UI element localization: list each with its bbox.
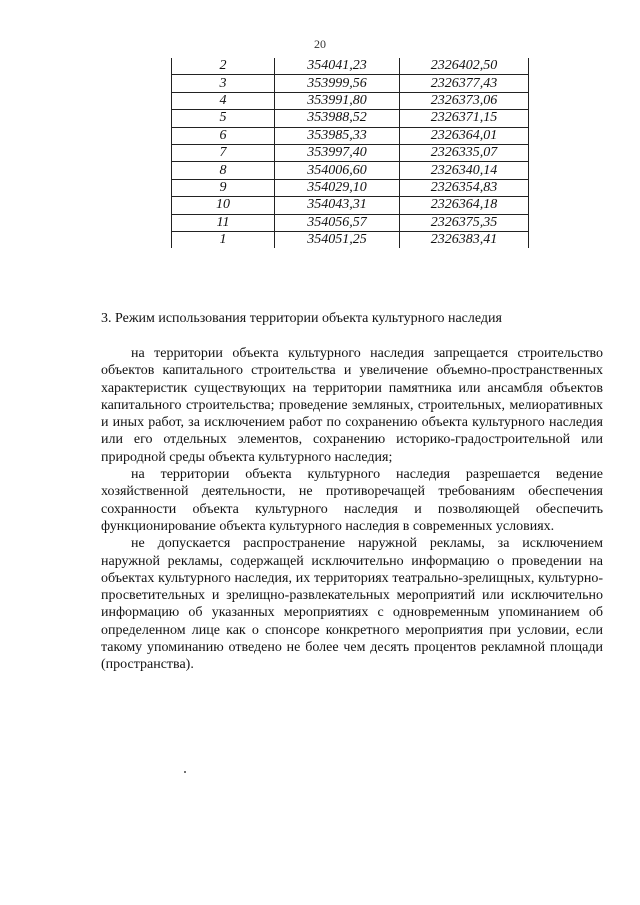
table-row (172, 214, 529, 231)
paragraph: не допускается распространение наружной рекламы, за исключением наружной рекламы, содержащей исключительно информацию о проведении на объектах культурного наследия, их территориях театрально-зрелищных, культурно-просветительных и зрелищно-развлекательных мероприятий или исключительно информацию об указанных мероприятиях с одновременным упоминанием об определенном лице как о спонсоре конкретного мероприятия при условии, если такому упоминанию отведено не более чем десять процентов рекламной площади (пространства). (101, 536, 603, 673)
point-number-cell: 3 (172, 75, 275, 92)
y-coordinate-cell: 2326335,07 (400, 144, 529, 161)
x-coordinate-cell: 353999,56 (275, 75, 400, 92)
table-row (172, 127, 529, 144)
table-row (172, 162, 529, 179)
point-number-cell: 11 (172, 214, 275, 231)
x-coordinate-cell: 354051,25 (275, 231, 400, 248)
point-number-cell: 4 (172, 92, 275, 109)
paragraph: на территории объекта культурного наследия запрещается строительство объектов капитального строительства и увеличение объемно-пространственных характеристик существующих на территории памятника или ансамбля объектов капитального строительства; проведение земляных, строительных, мелиоративных и иных работ, за исключением работ по сохранению объекта культурного наследия или его отдельных элементов, сохранению историко-градостроительной или природной среды объекта культурного наследия; (101, 346, 603, 465)
section-heading: 3. Режим использования территории объекта культурного наследия (101, 311, 502, 326)
x-coordinate-cell: 353985,33 (275, 127, 400, 144)
point-number-cell: 5 (172, 110, 275, 127)
y-coordinate-cell: 2326375,35 (400, 214, 529, 231)
point-number-cell: 9 (172, 179, 275, 196)
table-row (172, 75, 529, 92)
y-coordinate-cell: 2326402,50 (400, 58, 529, 75)
y-coordinate-cell: 2326373,06 (400, 92, 529, 109)
x-coordinate-cell: 354029,10 (275, 179, 400, 196)
y-coordinate-cell: 2326364,18 (400, 197, 529, 214)
coordinates-table-body (172, 58, 529, 248)
page-number: 20 (314, 37, 326, 51)
x-coordinate-cell: 354041,23 (275, 58, 400, 75)
x-coordinate-cell: 354006,60 (275, 162, 400, 179)
point-number-cell: 7 (172, 144, 275, 161)
y-coordinate-cell: 2326364,01 (400, 127, 529, 144)
table-row (172, 110, 529, 127)
point-number-cell: 10 (172, 197, 275, 214)
coordinates-table (171, 58, 529, 248)
y-coordinate-cell: 2326377,43 (400, 75, 529, 92)
table-row (172, 144, 529, 161)
x-coordinate-cell: 353991,80 (275, 92, 400, 109)
table-row (172, 197, 529, 214)
point-number-cell: 8 (172, 162, 275, 179)
table-row (172, 58, 529, 75)
table-row (172, 179, 529, 196)
table-row (172, 92, 529, 109)
x-coordinate-cell: 353997,40 (275, 144, 400, 161)
table-row (172, 231, 529, 248)
y-coordinate-cell: 2326340,14 (400, 162, 529, 179)
section-body (101, 345, 603, 674)
point-number-cell: 6 (172, 127, 275, 144)
x-coordinate-cell: 354043,31 (275, 197, 400, 214)
y-coordinate-cell: 2326354,83 (400, 179, 529, 196)
y-coordinate-cell: 2326371,15 (400, 110, 529, 127)
paragraph: на территории объекта культурного наследия разрешается ведение хозяйственной деятельности, не противоречащей требованиям обеспечения сохранности объекта культурного наследия и позволяющей обеспечить функционирование объекта культурного наследия в современных условиях. (101, 467, 603, 534)
point-number-cell: 2 (172, 58, 275, 75)
x-coordinate-cell: 353988,52 (275, 110, 400, 127)
x-coordinate-cell: 354056,57 (275, 214, 400, 231)
y-coordinate-cell: 2326383,41 (400, 231, 529, 248)
scan-speck (184, 771, 186, 773)
point-number-cell: 1 (172, 231, 275, 248)
